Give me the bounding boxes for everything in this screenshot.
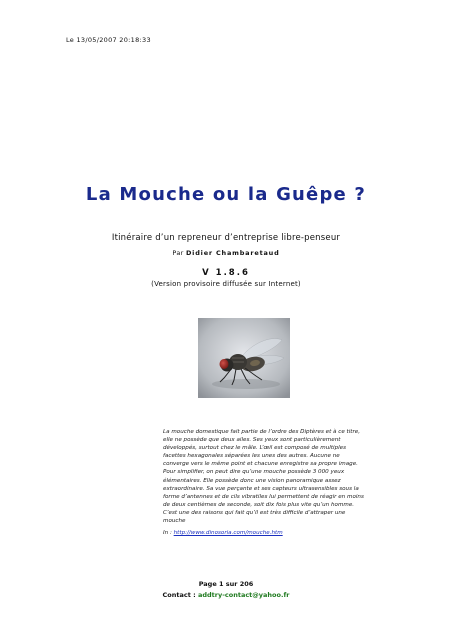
housefly-photo <box>198 318 290 398</box>
caption-line: de deux centièmes de seconde, soit dix fois plus vite qu’un homme. <box>163 501 355 508</box>
caption-line: forme d’antennes et de cils vibratiles lui permettent de réagir en moins <box>163 493 364 500</box>
caption-line: développés, surtout chez le mâle. L’œil est composé de multiples <box>163 445 347 452</box>
caption-line: élémentaires. Elle possède donc une vision panoramique assez <box>163 477 341 484</box>
version-note: (Version provisoire diffusée sur Internet) <box>151 280 301 288</box>
caption-line: C’est une des raisons qui fait qu’il est très difficile d’attraper une <box>163 509 346 516</box>
caption-line: facettes hexagonales séparées les unes des autres. Aucune ne <box>163 453 340 460</box>
document-subtitle: Itinéraire d’un repreneur d’entreprise libre-penseur <box>111 233 341 243</box>
version-number: V 1.8.6 <box>202 268 250 278</box>
caption-line: extraordinaire. Sa vue perçante et ses capteurs ultrasensibles sous la <box>163 485 359 492</box>
byline-prefix: Par <box>172 249 184 257</box>
contact-line <box>0 591 452 599</box>
contact-email[interactable]: addtry-contact@yahoo.fr <box>197 591 290 599</box>
figure-source <box>163 530 283 536</box>
document-title: La Mouche ou la Guêpe ? <box>85 184 367 205</box>
figure-caption <box>163 428 384 525</box>
byline <box>0 249 452 257</box>
caption-line: La mouche domestique fait partie de l’ordre des Diptères et à ce titre, <box>163 429 361 435</box>
page-number: Page 1 sur 206 <box>198 580 254 588</box>
housefly-icon <box>198 318 290 398</box>
caption-line: elle ne possède que deux ailes. Ses yeux sont particulièrement <box>163 437 341 444</box>
caption-line: Pour simplifier, on peut dire qu’une mouche possède 3 000 yeux <box>163 469 345 476</box>
caption-line: converge vers le même point et chacune enregistre sa propre image. <box>163 461 358 468</box>
print-timestamp: Le 13/05/2007 20:18:33 <box>66 36 151 44</box>
author-name: Didier Chambaretaud <box>185 249 280 257</box>
source-prefix: In : <box>163 530 172 536</box>
source-link[interactable]: http://www.dinosoria.com/mouche.htm <box>173 530 283 536</box>
contact-label: Contact : <box>162 591 196 599</box>
caption-line: mouche <box>163 518 186 525</box>
